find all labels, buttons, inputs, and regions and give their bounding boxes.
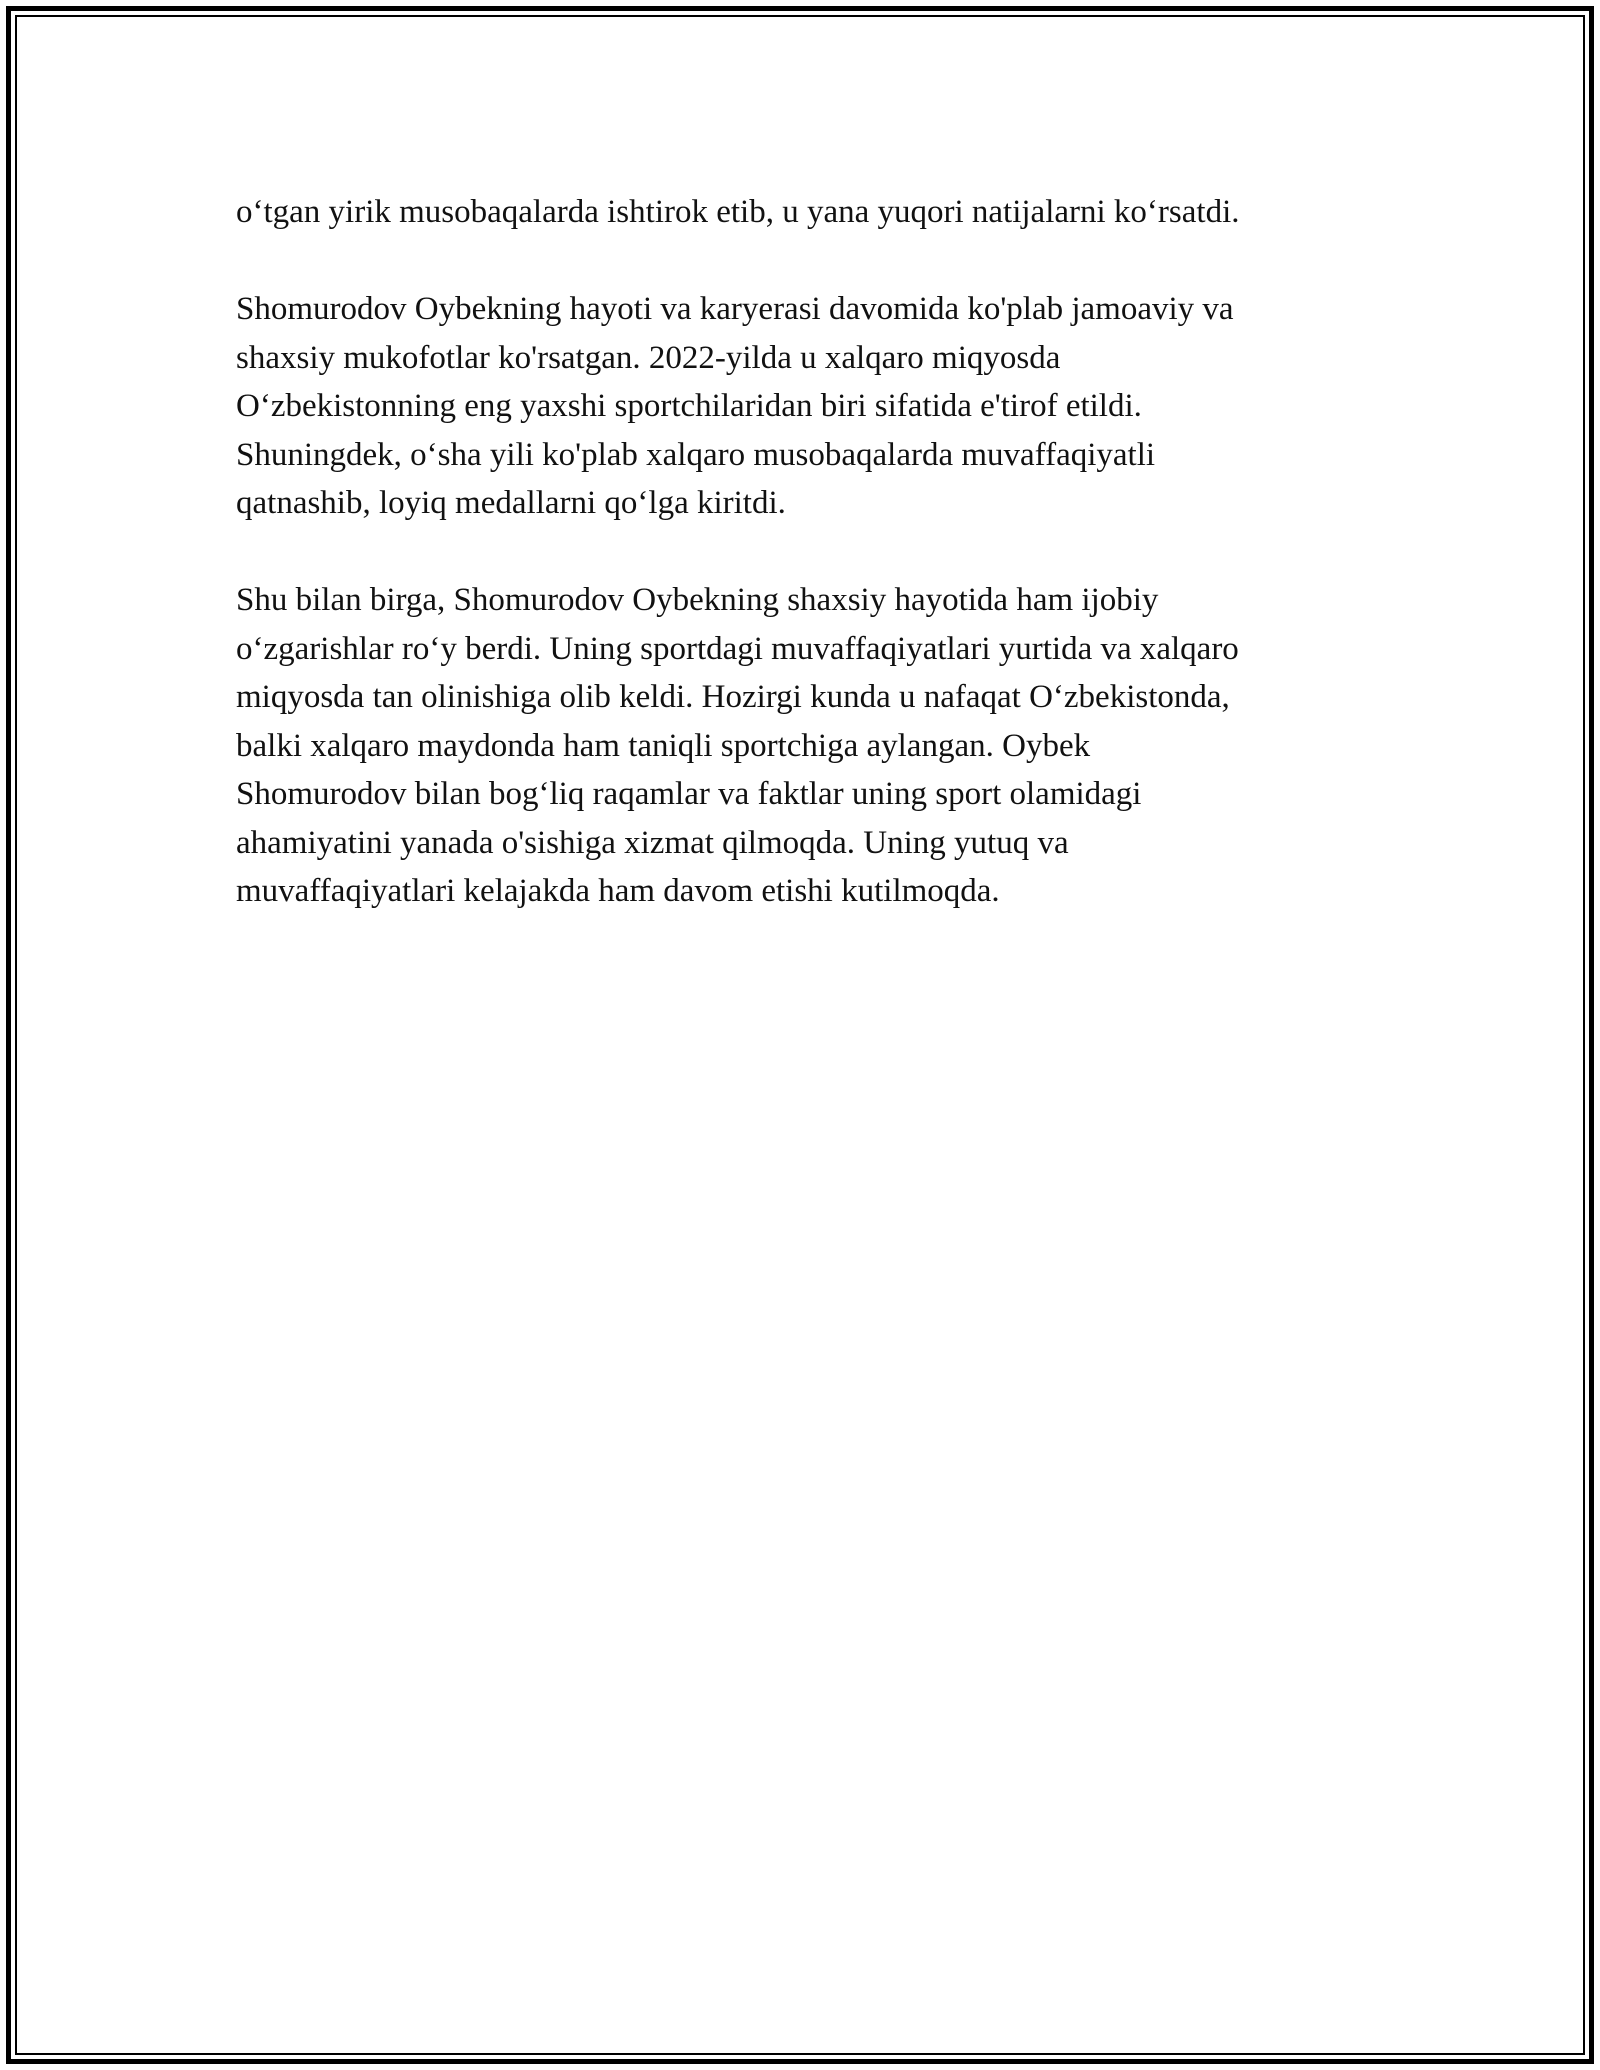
text-line: balki xalqaro maydonda ham taniqli sportchiga aylangan. Oybek	[236, 727, 1091, 764]
text-line: Shomurodov Oybekning hayoti va karyerasi davomida ko'plab jamoaviy va	[236, 291, 1234, 327]
paragraph-1	[236, 188, 1376, 237]
paragraph-2	[236, 285, 1376, 528]
document-body	[236, 188, 1376, 964]
text-line: shaxsiy mukofotlar ko'rsatgan. 2022-yilda u xalqaro miqyosda	[236, 339, 1061, 376]
text-line: oʻtgan yirik musobaqalarda ishtirok etib, u yana yuqori natijalarni koʻrsatdi.	[236, 194, 1240, 230]
paragraph-3	[236, 576, 1376, 916]
text-line: qatnashib, loyiq medallarni qoʻlga kiritdi.	[236, 485, 786, 521]
text-line: Shomurodov bilan bogʻliq raqamlar va faktlar uning sport olamidagi	[236, 776, 1142, 812]
text-line: Shu bilan birga, Shomurodov Oybekning shaxsiy hayotida ham ijobiy	[236, 582, 1159, 618]
text-line: muvaffaqiyatlari kelajakda ham davom etishi kutilmoqda.	[236, 873, 1000, 909]
text-line: Oʻzbekistonning eng yaxshi sportchilaridan biri sifatida e'tirof etildi.	[236, 388, 1142, 424]
text-line: ahamiyatini yanada o'sishiga xizmat qilmoqda. Uning yutuq va	[236, 824, 1069, 861]
text-line: miqyosda tan olinishiga olib keldi. Hozirgi kunda u nafaqat Oʻzbekistonda,	[236, 679, 1230, 715]
text-line: Shuningdek, oʻsha yili ko'plab xalqaro musobaqalarda muvaffaqiyatli	[236, 436, 1156, 473]
text-line: oʻzgarishlar roʻy berdi. Uning sportdagi muvaffaqiyatlari yurtida va xalqaro	[236, 630, 1239, 667]
